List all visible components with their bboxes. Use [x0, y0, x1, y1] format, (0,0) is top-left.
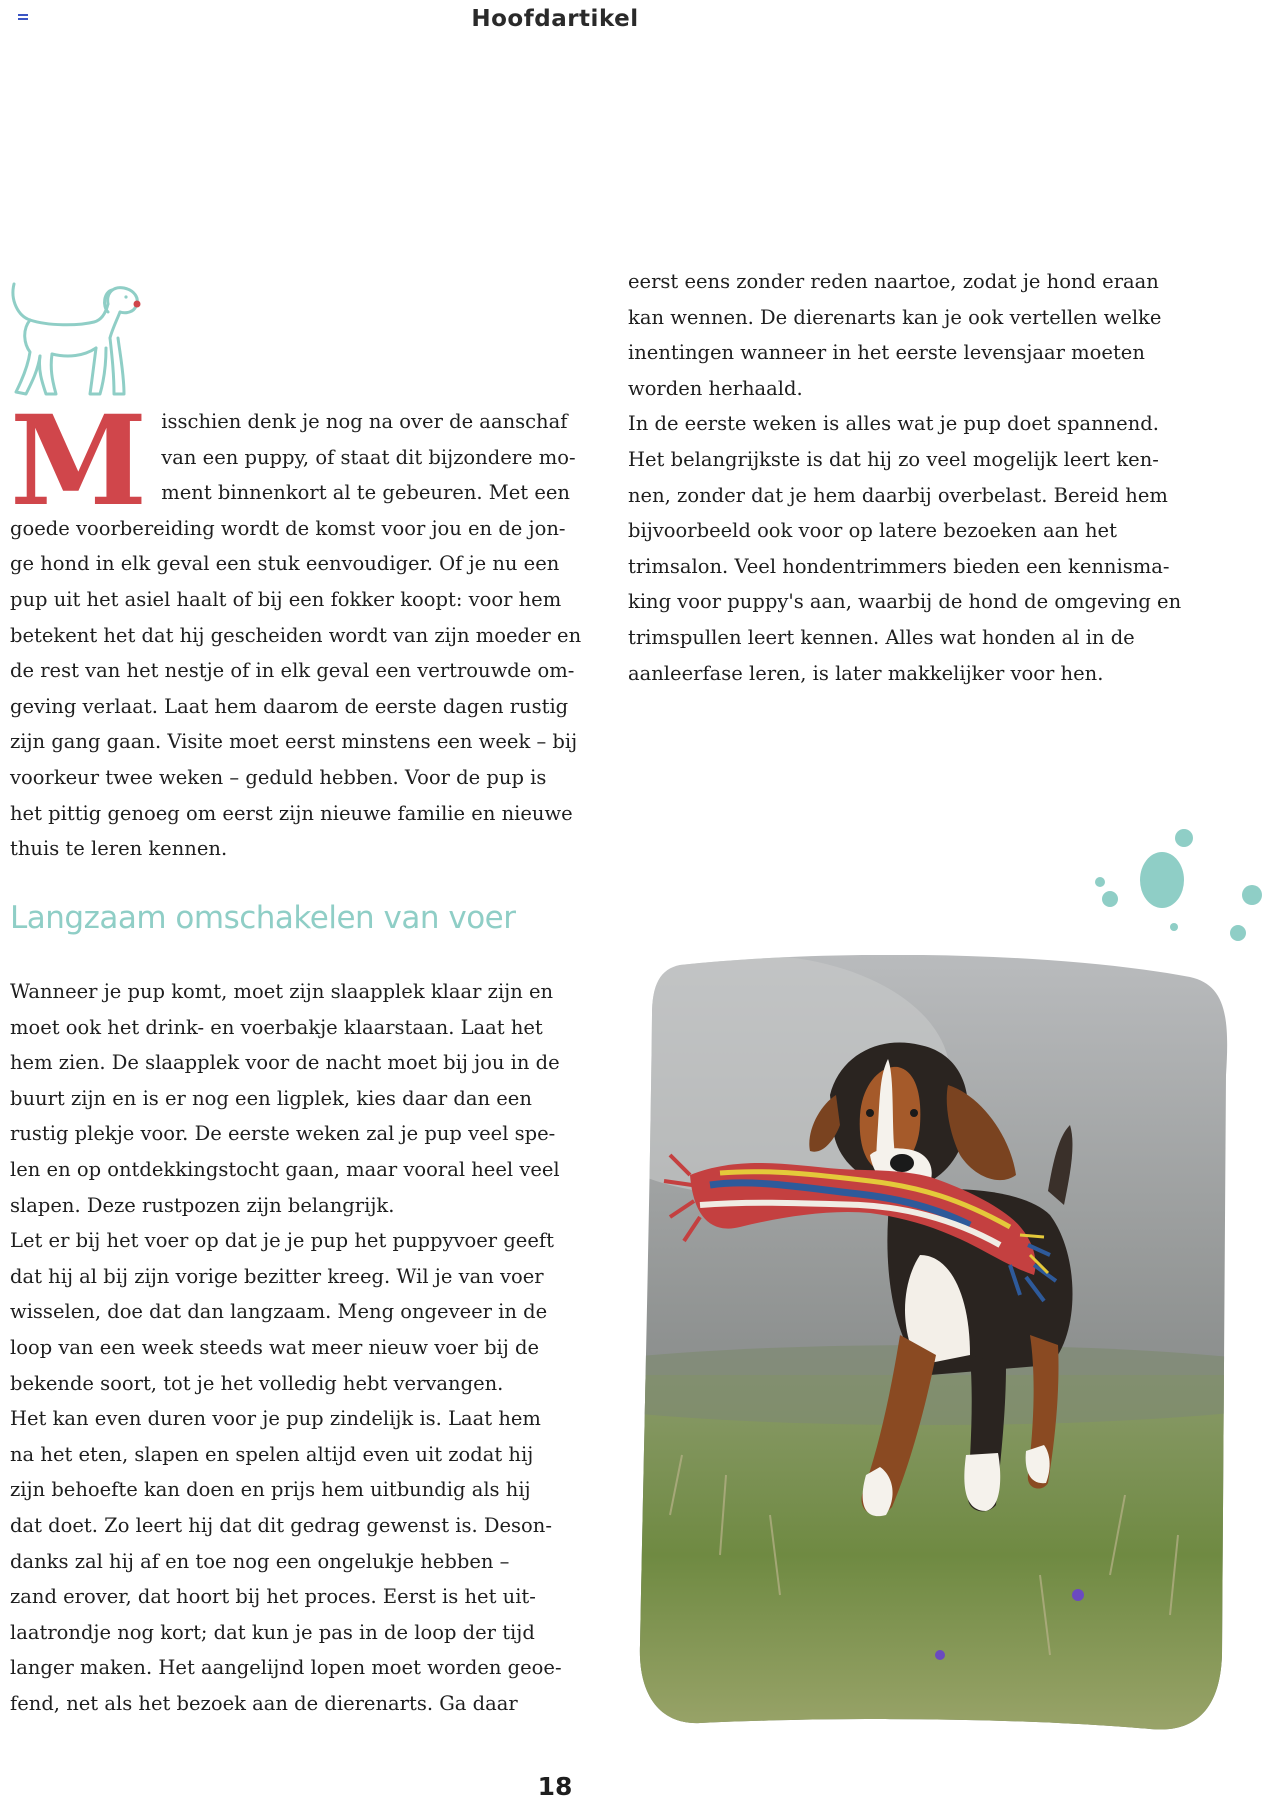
- intro-line: betekent het dat hij gescheiden wordt van zijn moeder en: [10, 623, 582, 647]
- section-line: moet ook het drink- en voerbakje klaarstaan. Laat het: [10, 1015, 543, 1039]
- intro-line: thuis te leren kennen.: [10, 837, 228, 861]
- section-line: slapen. Deze rustpozen zijn belangrijk.: [10, 1193, 395, 1217]
- right-line: trimsalon. Veel hondentrimmers bieden een kennisma-: [628, 554, 1170, 578]
- right-column-text: [628, 264, 1218, 691]
- section-line: len en op ontdekkingstocht gaan, maar vooral heel veel: [10, 1157, 560, 1181]
- section-line: hem zien. De slaapplek voor de nacht moet bij jou in de: [10, 1051, 560, 1075]
- right-line: aanleerfase leren, is later makkelijker voor hen.: [628, 661, 1104, 685]
- drop-cap: M: [10, 389, 148, 534]
- section-body: [10, 974, 595, 1721]
- section-line: wisselen, doe dat dan langzaam. Meng ongeveer in de: [10, 1300, 548, 1324]
- right-line: trimspullen leert kennen. Alles wat honden al in de: [628, 625, 1135, 649]
- page-header-title: Hoofdartikel: [471, 6, 639, 32]
- right-line: kan wennen. De dierenarts kan je ook vertellen welke: [628, 305, 1162, 329]
- section-line: bekende soort, tot je het volledig hebt vervangen.: [10, 1371, 504, 1395]
- right-line: king voor puppy's aan, waarbij de hond de omgeving en: [628, 590, 1182, 614]
- section-line: Wanneer je pup komt, moet zijn slaapplek klaar zijn en: [10, 980, 554, 1003]
- intro-paragraph: [10, 389, 595, 867]
- puppy-photo: [630, 955, 1230, 1735]
- intro-line: de rest van het nestje of in elk geval een vertrouwde om-: [10, 659, 575, 683]
- right-line: worden herhaald.: [628, 376, 803, 400]
- section-line: buurt zijn en is er nog een ligplek, kies daar dan een: [10, 1086, 532, 1110]
- dog-icon: [8, 282, 144, 398]
- section-line: dat hij al bij zijn vorige bezitter kreeg. Wil je van voer: [10, 1264, 544, 1288]
- section-line: Let er bij het voer op dat je je pup het puppyvoer geeft: [10, 1229, 554, 1253]
- right-line: eerst eens zonder reden naartoe, zodat je hond eraan: [628, 270, 1159, 293]
- right-line: In de eerste weken is alles wat je pup doet spannend.: [628, 412, 1159, 436]
- section-line: Het kan even duren voor je pup zindelijk is. Laat hem: [10, 1407, 541, 1431]
- intro-line: zijn gang gaan. Visite moet eerst minstens een week – bij: [10, 730, 578, 754]
- section-line: danks zal hij af en toe nog een ongelukje hebben –: [10, 1549, 510, 1573]
- section-line: dat doet. Zo leert hij dat dit gedrag gewenst is. Deson-: [10, 1513, 552, 1537]
- section-line: zand erover, dat hoort bij het proces. Eerst is het uit-: [10, 1585, 536, 1609]
- intro-line: geving verlaat. Laat hem daarom de eerste dagen rustig: [10, 694, 569, 718]
- section-line: na het eten, slapen en spelen altijd even uit zodat hij: [10, 1442, 534, 1466]
- right-line: inentingen wanneer in het eerste levensjaar moeten: [628, 341, 1145, 365]
- section-heading: Langzaam omschakelen van voer: [10, 900, 516, 936]
- intro-line: het pittig genoeg om eerst zijn nieuwe familie en nieuwe: [10, 801, 573, 825]
- section-line: langer maken. Het aangelijnd lopen moet worden geoe-: [10, 1656, 562, 1680]
- section-line: loop van een week steeds wat meer nieuw voer bij de: [10, 1335, 540, 1359]
- section-line: fend, net als het bezoek aan de dierenarts. Ga daar: [10, 1691, 518, 1715]
- section-line: laatrondje nog kort; dat kun je pas in de loop der tijd: [10, 1620, 535, 1644]
- right-line: bijvoorbeeld ook voor op latere bezoeken aan het: [628, 519, 1117, 543]
- paw-dots-decoration: [1080, 820, 1280, 950]
- intro-line: isschien denk je nog na over de aanschaf: [161, 410, 568, 433]
- page-number: 18: [537, 1772, 573, 1801]
- right-line: Het belangrijkste is dat hij zo veel mogelijk leert ken-: [628, 447, 1159, 471]
- intro-line: ge hond in elk geval een stuk eenvoudiger. Of je nu een: [10, 552, 560, 576]
- intro-line: voorkeur twee weken – geduld hebben. Voor de pup is: [10, 765, 547, 789]
- intro-line: van een puppy, of staat dit bijzondere mo-: [161, 445, 576, 469]
- intro-line: ment binnenkort al te gebeuren. Met een: [161, 481, 570, 505]
- section-line: rustig plekje voor. De eerste weken zal je pup veel spe-: [10, 1122, 556, 1146]
- intro-line: goede voorbereiding wordt de komst voor jou en de jon-: [10, 516, 566, 540]
- right-line: nen, zonder dat je hem daarbij overbelast. Bereid hem: [628, 483, 1168, 507]
- intro-line: pup uit het asiel haalt of bij een fokker koopt: voor hem: [10, 587, 562, 611]
- section-line: zijn behoefte kan doen en prijs hem uitbundig als hij: [10, 1478, 531, 1502]
